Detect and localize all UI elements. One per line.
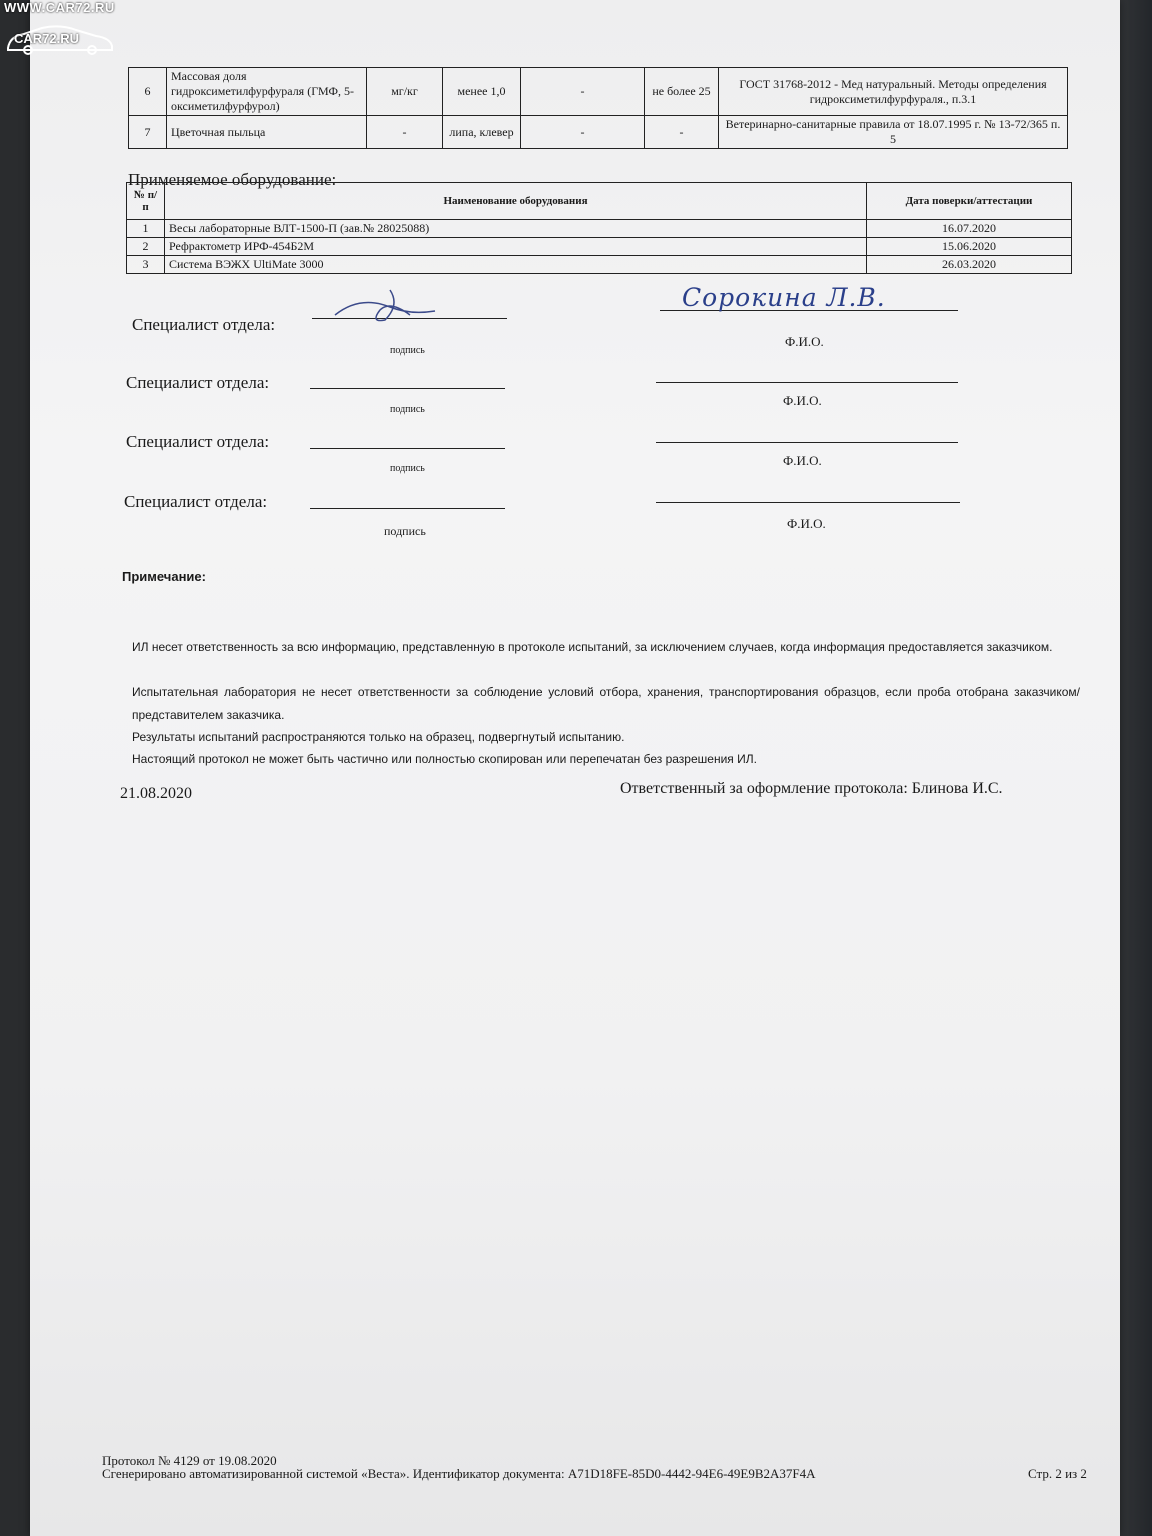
note-paragraph: Испытательная лаборатория не несет ответственности за соблюдение условий отбора, хранения, транспортирования образцов, если проба отобрана заказчиком/представителем заказчика. bbox=[132, 685, 1080, 722]
row-number: 6 bbox=[129, 68, 167, 116]
signature-caption: подпись bbox=[384, 524, 426, 538]
table-row bbox=[127, 256, 1072, 274]
specialist-label: Специалист отдела: bbox=[126, 432, 270, 451]
generated-by: Сгенерировано автоматизированной системой «Веста». Идентификатор документа: A71D18FE-85D0-4442-94E6-49E9B2A37F4A bbox=[102, 1466, 816, 1481]
header-date: Дата поверки/аттестации bbox=[867, 183, 1072, 220]
signature-caption: подпись bbox=[390, 345, 425, 356]
unit-cell: мг/кг bbox=[367, 68, 443, 116]
specialist-label: Специалист отдела: bbox=[126, 373, 270, 392]
signature-caption: подпись bbox=[390, 463, 425, 474]
equipment-table bbox=[126, 182, 1072, 274]
specialist-label: Специалист отдела: bbox=[124, 492, 268, 511]
table-row bbox=[129, 116, 1068, 149]
header-num: № п/п bbox=[127, 183, 165, 220]
equipment-name: Весы лабораторные ВЛТ-1500-П (зав.№ 28025088) bbox=[165, 220, 867, 238]
verification-date: 26.03.2020 bbox=[867, 256, 1072, 274]
indicator-name: Массовая доля гидроксиметилфурфураля (ГМФ, 5-оксиметилфурфурол) bbox=[167, 68, 367, 116]
notes-title: Примечание: bbox=[122, 569, 206, 584]
header-name: Наименование оборудования bbox=[165, 183, 867, 220]
fio-line bbox=[656, 382, 958, 383]
row-number: 2 bbox=[127, 238, 165, 256]
result-cell: менее 1,0 bbox=[443, 68, 521, 116]
fio-caption: Ф.И.О. bbox=[783, 453, 822, 468]
note-paragraph: Настоящий протокол не может быть частично или полностью скопирован или перепечатан без разрешения ИЛ. bbox=[132, 752, 757, 766]
responsible-person: Ответственный за оформление протокола: Блинова И.С. bbox=[620, 780, 1003, 797]
method-cell: Ветеринарно-санитарные правила от 18.07.1995 г. № 13-72/365 п. 5 bbox=[719, 116, 1068, 149]
equipment-name: Рефрактометр ИРФ-454Б2М bbox=[165, 238, 867, 256]
handwritten-name: Сорокина Л.В. bbox=[682, 283, 886, 312]
result-cell: липа, клевер bbox=[443, 116, 521, 149]
norm-cell: не более 25 bbox=[645, 68, 719, 116]
table-row bbox=[127, 238, 1072, 256]
site-watermark: WWW.CAR72.RU bbox=[4, 0, 115, 15]
results-table bbox=[128, 67, 1068, 149]
norm-cell: - bbox=[645, 116, 719, 149]
equipment-title: Применяемое оборудование: bbox=[128, 170, 337, 189]
dash-cell: - bbox=[521, 68, 645, 116]
unit-cell: - bbox=[367, 116, 443, 149]
handwritten-signature bbox=[330, 285, 450, 330]
specialist-label: Специалист отдела: bbox=[132, 315, 276, 334]
note-paragraph: Результаты испытаний распространяются только на образец, подвергнутый испытанию. bbox=[132, 730, 625, 744]
table-header-row bbox=[127, 183, 1072, 220]
fio-line bbox=[656, 442, 958, 443]
logo-text: CAR72.RU bbox=[14, 31, 80, 46]
document-date: 21.08.2020 bbox=[120, 785, 192, 802]
table-row bbox=[129, 68, 1068, 116]
fio-caption: Ф.И.О. bbox=[787, 516, 826, 531]
table-row bbox=[127, 220, 1072, 238]
fio-caption: Ф.И.О. bbox=[783, 393, 822, 408]
indicator-name: Цветочная пыльца bbox=[167, 116, 367, 149]
signature-line bbox=[310, 508, 505, 509]
dash-cell: - bbox=[521, 116, 645, 149]
row-number: 7 bbox=[129, 116, 167, 149]
fio-caption: Ф.И.О. bbox=[785, 334, 824, 349]
signature-line bbox=[310, 448, 505, 449]
method-cell: ГОСТ 31768-2012 - Мед натуральный. Методы определения гидроксиметилфурфураля., п.3.1 bbox=[719, 68, 1068, 116]
signature-line bbox=[310, 388, 505, 389]
fio-line bbox=[656, 502, 960, 503]
page-number: Стр. 2 из 2 bbox=[1028, 1466, 1087, 1481]
signature-caption: подпись bbox=[390, 404, 425, 415]
row-number: 1 bbox=[127, 220, 165, 238]
protocol-number: Протокол № 4129 от 19.08.2020 bbox=[102, 1453, 277, 1468]
verification-date: 16.07.2020 bbox=[867, 220, 1072, 238]
equipment-name: Система ВЭЖХ UltiMate 3000 bbox=[165, 256, 867, 274]
note-paragraph: ИЛ несет ответственность за всю информацию, представленную в протоколе испытаний, за исключением случаев, когда информация предоставляется заказчиком. bbox=[132, 640, 1053, 654]
row-number: 3 bbox=[127, 256, 165, 274]
verification-date: 15.06.2020 bbox=[867, 238, 1072, 256]
